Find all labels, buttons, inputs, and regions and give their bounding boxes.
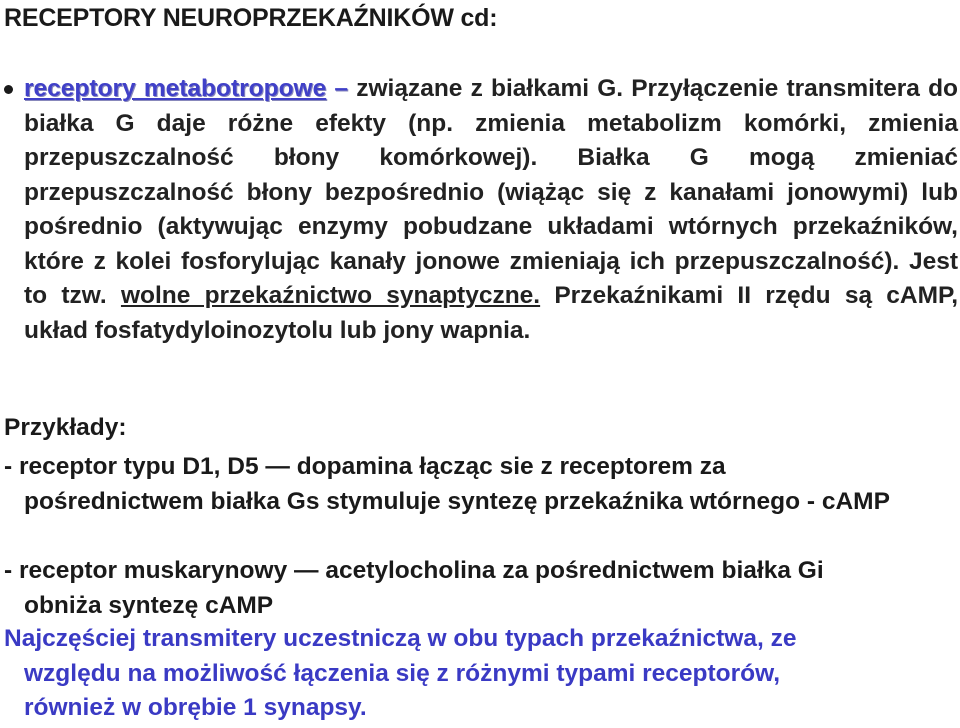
final-line-1: Najczęściej transmitery uczestniczą w obu typach przekaźnictwa, ze	[4, 625, 797, 652]
final-line-2: względu na możliwość łączenia się z różnymi typami receptorów,	[24, 659, 781, 687]
bullet-paragraph	[24, 72, 958, 348]
example-2-rest: obniża syntezę cAMP	[24, 591, 274, 619]
bullet-text-2: Przekaźnikami II rzędu są cAMP, układ fosfatydyloinozytolu lub jony wapnia.	[24, 282, 959, 344]
example-1-rest: pośrednictwem białka Gs stymuluje syntezę przekaźnika wtórnego - cAMP	[24, 487, 890, 515]
final-line-3: również w obrębie 1 synapsy.	[24, 694, 367, 721]
example-1-line1: - receptor typu D1, D5 — dopamina łącząc sie z receptorem za	[4, 453, 726, 480]
page-title: RECEPTORY NEUROPRZEKAŹNIKÓW cd:	[4, 4, 498, 32]
bullet-dot-icon	[4, 85, 13, 94]
example-item-2	[4, 554, 958, 623]
examples-label: Przykłady:	[4, 414, 127, 441]
example-2-line1: - receptor muskarynowy — acetylocholina za pośrednictwem białka Gi	[4, 557, 824, 584]
example-item-1	[4, 450, 958, 519]
final-paragraph	[4, 622, 958, 726]
bullet-underlined: wolne przekaźnictwo synaptyczne.	[120, 282, 541, 309]
term-dash: –	[334, 75, 349, 102]
bullet-text-1: związane z białkami G. Przyłączenie transmitera do białka G daje różne efekty (np. zmienia metabolizm komórki, zmienia przepuszczalność błony komórkowej). Białka G mogą zmieniać przepuszczalność błony bezpośrednio (wiążąc się z kanałami jonowymi) lub pośrednio (aktywując enzymy pobudzane układami wtórnych przekaźników, które z kolei fosforylując kanały jonowe zmieniają ich przepuszczalność). Jest to tzw.	[24, 75, 959, 309]
term-metabotropic: receptory metabotropowe	[24, 75, 327, 102]
